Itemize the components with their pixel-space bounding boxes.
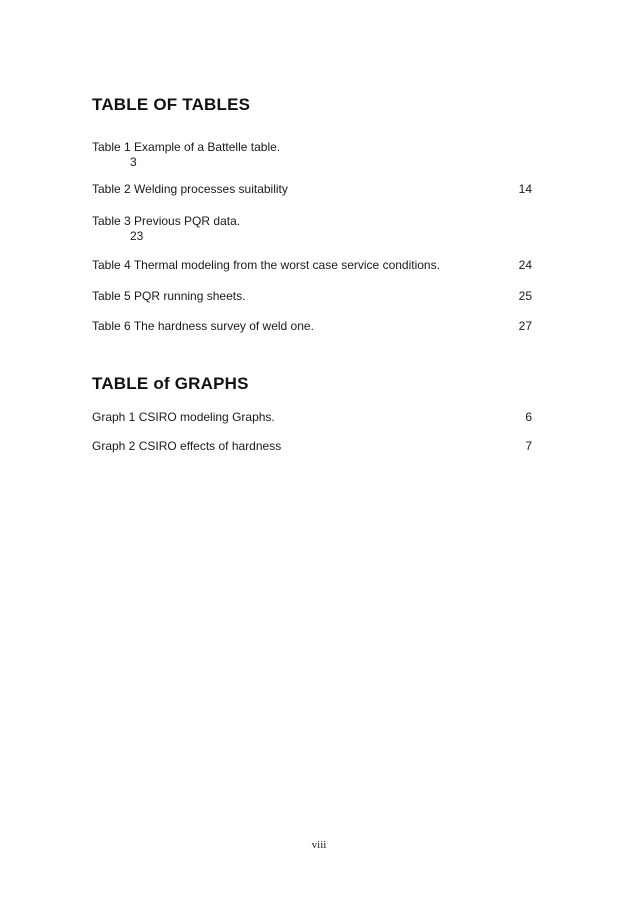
graph-entry-label: Graph 2 CSIRO effects of hardness (92, 439, 282, 453)
table-entry-page: 24 (518, 258, 532, 272)
graph-entry-label: Graph 1 CSIRO modeling Graphs. (92, 410, 275, 424)
graph-entry-page: 6 (525, 410, 532, 424)
table-entry-5[interactable] (92, 289, 532, 304)
table-entry-3[interactable] (92, 214, 532, 244)
table-entry-label: Table 6 The hardness survey of weld one. (92, 319, 314, 333)
graphs-heading: TABLE of GRAPHS (92, 374, 249, 393)
table-entry-page: 27 (518, 319, 532, 333)
table-entry-page: 23 (130, 229, 144, 243)
graph-entry-page: 7 (525, 439, 532, 453)
table-entry-page: 14 (518, 182, 532, 196)
page-number: viii (311, 839, 327, 851)
table-entry-page: 25 (518, 289, 532, 303)
table-entry-2[interactable] (92, 182, 532, 197)
table-entry-label: Table 4 Thermal modeling from the worst case service conditions. (92, 258, 440, 272)
table-entry-4[interactable] (92, 258, 532, 273)
tables-heading: TABLE OF TABLES (92, 95, 251, 114)
table-entry-label: Table 2 Welding processes suitability (92, 182, 288, 196)
table-entry-label: Table 5 PQR running sheets. (92, 289, 246, 303)
table-entry-label: Table 3 Previous PQR data. (92, 214, 241, 228)
table-entry-1[interactable] (92, 140, 532, 170)
graph-entry-2[interactable] (92, 439, 532, 454)
table-entry-6[interactable] (92, 319, 532, 334)
table-entry-label: Table 1 Example of a Battelle table. (92, 140, 281, 154)
table-entry-page: 3 (130, 155, 137, 169)
graph-entry-1[interactable] (92, 410, 532, 425)
